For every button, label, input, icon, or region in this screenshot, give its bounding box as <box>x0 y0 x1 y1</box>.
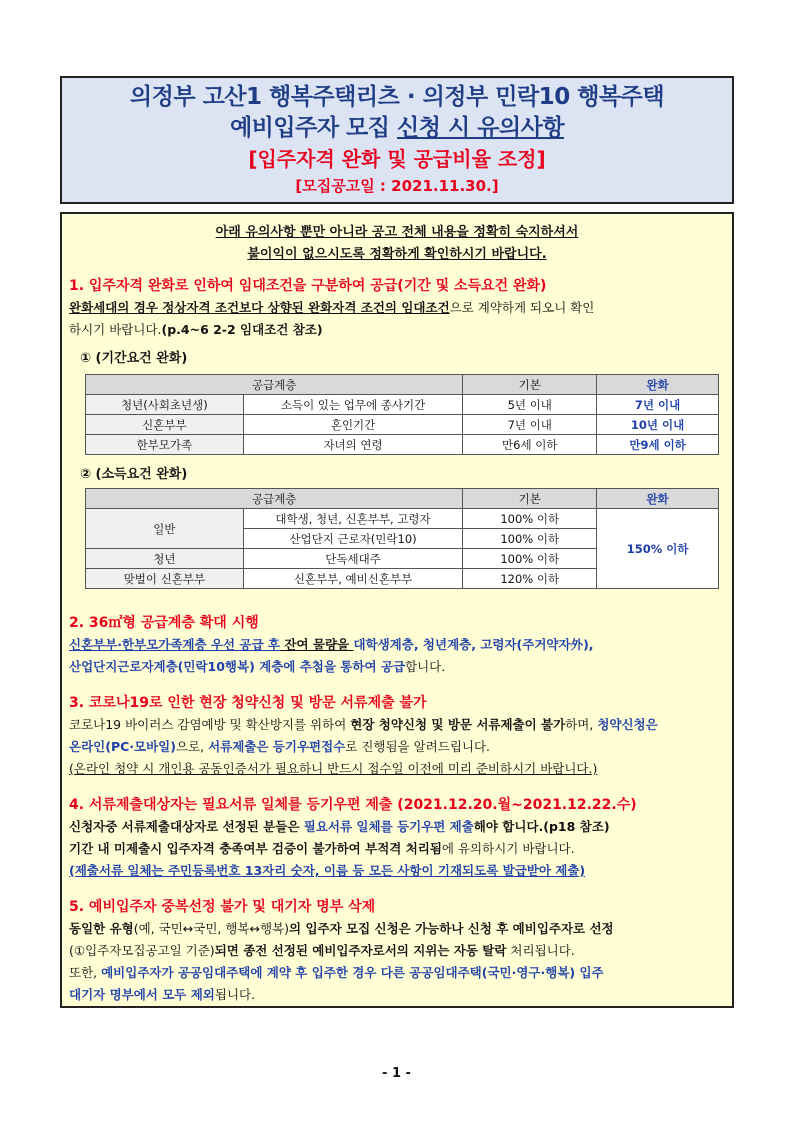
section-1-heading: 1. 입주자격 완화로 인하여 임대조건을 구분하여 공급(기간 및 소득요건 완화) <box>69 278 547 294</box>
table-row <box>86 435 719 455</box>
s5-l1-c: 의 입주자 모집 신청은 가능하나 신청 후 예비입주자로 선정 <box>289 921 614 936</box>
s3-l1-d: 청약신청은 <box>597 717 658 732</box>
cell-base: 5년 이내 <box>463 395 597 415</box>
s3-l1-c: 하며, <box>565 717 598 732</box>
s3-l2-d: 로 진행됨을 알려드립니다. <box>345 739 491 754</box>
s5-l3-b: 예비입주자가 공공임대주택에 계약 후 입주한 경우 다른 공공임대주택(국민·영구·행복) 입주 <box>101 965 604 980</box>
s5-l2-c: 처리됩니다. <box>506 943 575 958</box>
s5-l1-a: 동일한 유형 <box>69 921 134 936</box>
cell-base: 120% 이하 <box>463 569 597 589</box>
intro-line-1: 아래 유의사항 뿐만 아니라 공고 전체 내용을 정확히 숙지하셔서 <box>215 225 579 240</box>
section-3-heading: 3. 코로나19로 인한 현장 청약신청 및 방문 서류제출 불가 <box>69 695 427 711</box>
cell-relax: 150% 이하 <box>597 509 719 589</box>
cell-req: 대학생, 청년, 신혼부부, 고령자 <box>243 509 463 529</box>
s5-l4-a: 대기자 명부에서 모두 제외 <box>69 987 215 1002</box>
s1-p1-rest: 으로 계약하게 되오니 확인 <box>449 300 595 315</box>
s5-l2-b: 되면 종전 선정된 예비입주자로서의 지위는 자동 탈락 <box>214 943 507 958</box>
section-2-heading: 2. 36㎡형 공급계층 확대 시행 <box>69 615 259 631</box>
cell-base: 7년 이내 <box>463 415 597 435</box>
s5-l1-b: (예, 국민↔국민, 행복↔행복) <box>133 921 290 936</box>
table-row <box>86 415 719 435</box>
cell-req: 단독세대주 <box>243 549 463 569</box>
th-base: 기본 <box>463 489 597 509</box>
period-table <box>85 374 719 455</box>
th-relax: 완화 <box>597 489 719 509</box>
s3-l2-a: 온라인(PC·모바일) <box>69 739 176 754</box>
s3-l3: (온라인 청약 시 개인용 공동인증서가 필요하니 반드시 접수일 이전에 미리 준비하시기 바랍니다.) <box>69 761 598 776</box>
cell-base: 만6세 이하 <box>463 435 597 455</box>
table-row <box>86 509 719 529</box>
announcement-date: [모집공고일 : 2021.11.30.] <box>295 177 499 195</box>
cell-relax: 만9세 이하 <box>597 435 719 455</box>
s1-p1-u: 완화세대의 경우 정상자격 조건보다 상향된 완화자격 조건의 임대조건 <box>69 300 450 315</box>
sub-heading-period: ① (기간요건 완화) <box>80 351 188 366</box>
s3-l2-c: 서류제출은 등기우편접수 <box>208 739 346 754</box>
cell-relax: 7년 이내 <box>597 395 719 415</box>
intro-line-2: 불이익이 없으시도록 정확하게 확인하시기 바랍니다. <box>247 247 547 262</box>
cell-group: 일반 <box>86 509 244 549</box>
s3-l1-b: 현장 청약신청 및 방문 서류제출이 불가 <box>350 717 566 732</box>
table-row <box>86 395 719 415</box>
cell-group: 청년(사회초년생) <box>86 395 244 415</box>
cell-relax: 10년 이내 <box>597 415 719 435</box>
s2-l2-b: 합니다. <box>405 659 446 674</box>
s5-l4-b: 됩니다. <box>214 987 256 1002</box>
s2-l2-a: 산업단지근로자계층(민락10행복) 계층에 추첨을 통하여 공급 <box>69 659 406 674</box>
s2-l1-a: 신혼부부·한부모가족계층 우선 공급 후 <box>69 637 281 652</box>
s4-l2-b: 에 유의하시기 바랍니다. <box>441 841 575 856</box>
section-5-heading: 5. 예비입주자 중복선정 불가 및 대기자 명부 삭제 <box>69 899 376 915</box>
s4-l1-a: 신청자중 서류제출대상자로 선정된 분들은 <box>69 819 304 834</box>
s4-l3: (제출서류 일체는 주민등록번호 13자리 숫자, 이름 등 모든 사항이 기재되도록 발급받아 제출) <box>69 863 586 878</box>
sub-heading-income: ② (소득요건 완화) <box>80 467 188 482</box>
section-1-text <box>69 297 725 341</box>
title-line-1: 의정부 고산1 행복주택리츠 · 의정부 민락10 행복주택 <box>129 84 665 110</box>
cell-group: 맞벌이 신혼부부 <box>86 569 244 589</box>
title-box <box>60 76 734 204</box>
s2-l1-b: 잔여 물량을 <box>280 637 354 652</box>
s5-l3-a: 또한, <box>69 965 102 980</box>
income-table <box>85 488 719 589</box>
s3-l2-b: 으로, <box>175 739 209 754</box>
cell-group: 한부모가족 <box>86 435 244 455</box>
s3-l1-a: 코로나19 바이러스 감염예방 및 확산방지를 위하여 <box>69 717 351 732</box>
table-header-row <box>86 489 719 509</box>
section-3-text <box>69 714 725 780</box>
page-number: - 1 - <box>382 1066 411 1081</box>
s4-l1-b: 필요서류 일체를 등기우편 제출 <box>303 819 474 834</box>
s2-l1-c: 대학생계층, 청년계층, 고령자(주거약자外), <box>353 637 594 652</box>
s4-l2-a: 기간 내 미제출시 입주자격 충족여부 검증이 불가하여 부적격 처리됨 <box>69 841 442 856</box>
s1-p2-b: (p.4~6 2-2 임대조건 참조) <box>161 322 323 337</box>
notice-box <box>60 212 734 1008</box>
title-line-3: [입주자격 완화 및 공급비율 조정] <box>248 147 546 171</box>
th-relax: 완화 <box>597 375 719 395</box>
table-header-row <box>86 375 719 395</box>
cell-group: 신혼부부 <box>86 415 244 435</box>
section-4-heading: 4. 서류제출대상자는 필요서류 일체를 등기우편 제출 (2021.12.20.월~2021.12.22.수) <box>69 797 637 813</box>
section-5-text <box>69 918 725 1006</box>
section-4-text <box>69 816 725 882</box>
s4-l1-c: 해야 합니다.(p18 참조) <box>473 819 610 834</box>
s1-p2-a: 하시기 바랍니다. <box>69 322 162 337</box>
title-line-2b: 신청 시 유의사항 <box>397 115 565 141</box>
cell-base: 100% 이하 <box>463 529 597 549</box>
section-2-text <box>69 634 725 678</box>
cell-group: 청년 <box>86 549 244 569</box>
cell-req: 소득이 있는 업무에 종사기간 <box>243 395 463 415</box>
s5-l2-a: (①입주자모집공고일 기준) <box>69 943 215 958</box>
cell-req: 신혼부부, 예비신혼부부 <box>243 569 463 589</box>
th-group: 공급계층 <box>86 375 463 395</box>
cell-req: 산업단지 근로자(민락10) <box>243 529 463 549</box>
title-line-2 <box>62 113 732 144</box>
intro <box>69 222 725 266</box>
th-group: 공급계층 <box>86 489 463 509</box>
title-line-2a: 예비입주자 모집 <box>229 115 397 141</box>
cell-base: 100% 이하 <box>463 509 597 529</box>
th-base: 기본 <box>463 375 597 395</box>
cell-base: 100% 이하 <box>463 549 597 569</box>
cell-req: 혼인기간 <box>243 415 463 435</box>
cell-req: 자녀의 연령 <box>243 435 463 455</box>
